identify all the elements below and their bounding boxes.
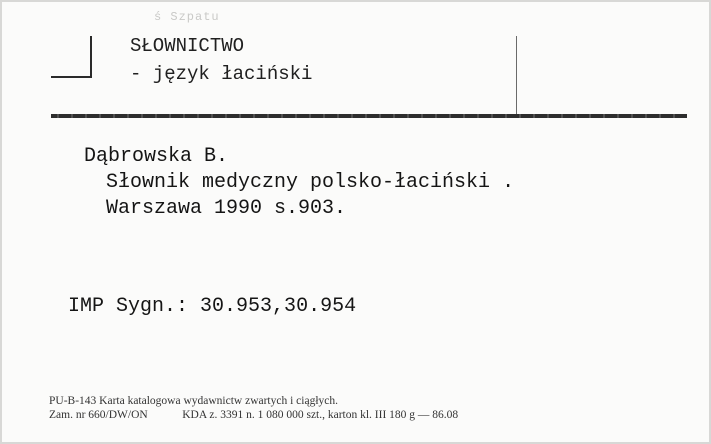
call-number-value: 30.953,30.954 bbox=[200, 295, 357, 318]
subject-heading bbox=[130, 32, 312, 88]
card-footer bbox=[49, 394, 458, 422]
corner-mark-vertical bbox=[90, 36, 92, 78]
call-number bbox=[68, 294, 356, 320]
footer-line2 bbox=[49, 408, 458, 422]
footer-order-number: Zam. nr 660/DW/ON bbox=[49, 409, 148, 421]
footer-print-info: KDA z. 3391 n. 1 080 000 szt., karton kl. III 180 g — 86.08 bbox=[182, 409, 459, 421]
faint-handwritten-note: ś Szpatu bbox=[154, 10, 220, 24]
footer-line1: PU-B-143 Karta katalogowa wydawnictw zwartych i ciągłych. bbox=[49, 395, 339, 407]
separator-rule bbox=[51, 114, 687, 118]
subject-heading-line1: SŁOWNICTWO bbox=[130, 35, 245, 57]
record-author: Dąbrowska B. bbox=[84, 145, 229, 168]
subject-heading-line2: - język łaciński bbox=[130, 63, 313, 85]
corner-mark-horizontal bbox=[51, 76, 92, 78]
record-imprint: Warszawa 1990 s.903. bbox=[106, 197, 347, 220]
bibliographic-record bbox=[84, 144, 514, 222]
record-title: Słownik medyczny polsko-łaciński . bbox=[106, 171, 515, 194]
call-number-label: IMP Sygn.: bbox=[68, 295, 189, 318]
header-divider-line bbox=[516, 36, 517, 114]
